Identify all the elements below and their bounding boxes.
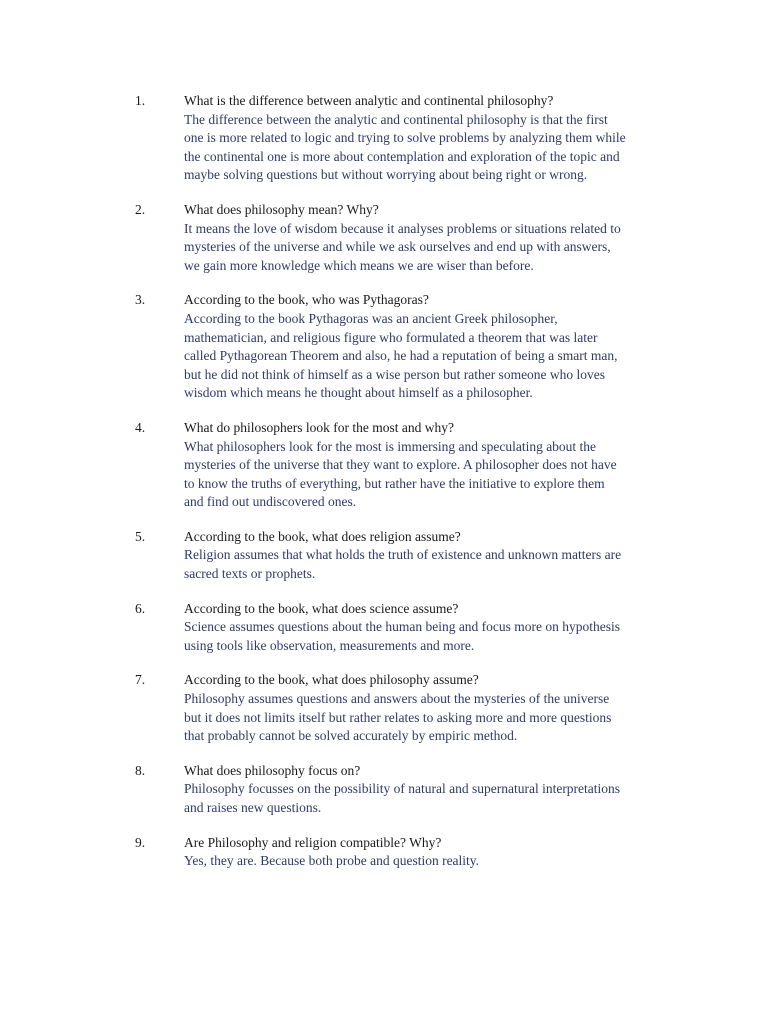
qa-body [184,671,684,745]
answer-line: sacred texts or prophets. [184,566,316,582]
question-text: What do philosophers look for the most and why? [184,419,454,435]
answer-line: Science assumes questions about the human being and focus more on hypothesis [184,619,621,635]
answer-text [184,111,684,185]
answer-text [184,546,684,583]
item-number: 9. [135,834,146,850]
qa-item [0,201,768,275]
answer-line: we gain more knowledge which means we are wiser than before. [184,257,534,273]
question-text: What does philosophy mean? Why? [184,201,379,217]
item-number: 1. [135,93,146,108]
answer-line: one is more related to logic and trying to solve problems by analyzing them while [184,130,626,146]
item-number: 2. [135,201,146,217]
question-text: According to the book, who was Pythagoras? [184,292,429,308]
item-number: 8. [135,762,146,778]
item-number: 5. [135,528,146,544]
question-text: What does philosophy focus on? [184,762,361,778]
qa-body [184,600,684,656]
item-number: 6. [135,600,146,616]
answer-line: mathematician, and religious figure who formulated a theorem that was later [184,329,598,345]
qa-item [0,834,768,871]
qa-item [0,419,768,512]
qa-item [0,762,768,818]
qa-body [184,92,684,185]
answer-line: called Pythagorean Theorem and also, he had a reputation of being a smart man, [184,348,618,364]
question-text: According to the book, what does science assume? [184,600,459,616]
qa-body [184,834,684,871]
answer-text [184,852,684,871]
question-text: According to the book, what does religion assume? [184,528,461,544]
answer-line: Religion assumes that what holds the truth of existence and unknown matters are [184,547,622,563]
answer-line: mysteries of the universe and while we ask ourselves and end up with answers, [184,239,611,255]
answer-line: What philosophers look for the most is immersing and speculating about the [184,438,597,454]
answer-line: According to the book Pythagoras was an ancient Greek philosopher, [184,310,558,326]
answer-line: wisdom which means he thought about himself as a philosopher. [184,385,533,401]
qa-item [0,671,768,745]
answer-text [184,220,684,276]
answer-line: and raises new questions. [184,800,322,815]
answer-line: to know the truths of everything, but rather have the initiative to explore them [184,475,605,491]
answer-line: mysteries of the universe that they want to explore. A philosopher does not have [184,457,617,473]
item-number: 7. [135,672,146,688]
answer-line: that probably cannot be solved accurately by empiric method. [184,728,518,744]
qa-item [0,291,768,403]
qa-item [0,92,768,185]
qa-body [184,201,684,275]
answer-line: the continental one is more about contemplation and exploration of the topic and [184,148,620,164]
answer-line: Philosophy assumes questions and answers about the mysteries of the universe [184,691,610,707]
item-number: 3. [135,292,146,308]
qa-body [184,419,684,512]
answer-line: but it does not limits itself but rather relates to asking more and more questions [184,709,612,725]
answer-line: and find out undiscovered ones. [184,494,357,510]
qa-item [0,600,768,656]
answer-line: Yes, they are. Because both probe and question reality. [184,853,480,869]
answer-line: but he did not think of himself as a wise person but rather someone who loves [184,366,606,382]
qa-body [184,291,684,403]
qa-body [184,762,684,818]
answer-text [184,310,684,403]
answer-line: using tools like observation, measurements and more. [184,637,475,653]
question-answer-list [0,92,768,887]
question-text: According to the book, what does philosophy assume? [184,672,479,688]
qa-body [184,528,684,584]
question-text: What is the difference between analytic and continental philosophy? [184,93,554,108]
item-number: 4. [135,419,146,435]
answer-text [184,438,684,512]
answer-line: It means the love of wisdom because it analyses problems or situations related to [184,220,621,236]
answer-line: maybe solving questions but without worrying about being right or wrong. [184,167,588,183]
answer-line: Philosophy focusses on the possibility of natural and supernatural interpretations [184,781,621,797]
qa-item [0,528,768,584]
answer-text [184,780,684,817]
answer-line: The difference between the analytic and continental philosophy is that the first [184,111,608,127]
answer-text [184,618,684,655]
question-text: Are Philosophy and religion compatible? Why? [184,834,442,850]
answer-text [184,690,684,746]
